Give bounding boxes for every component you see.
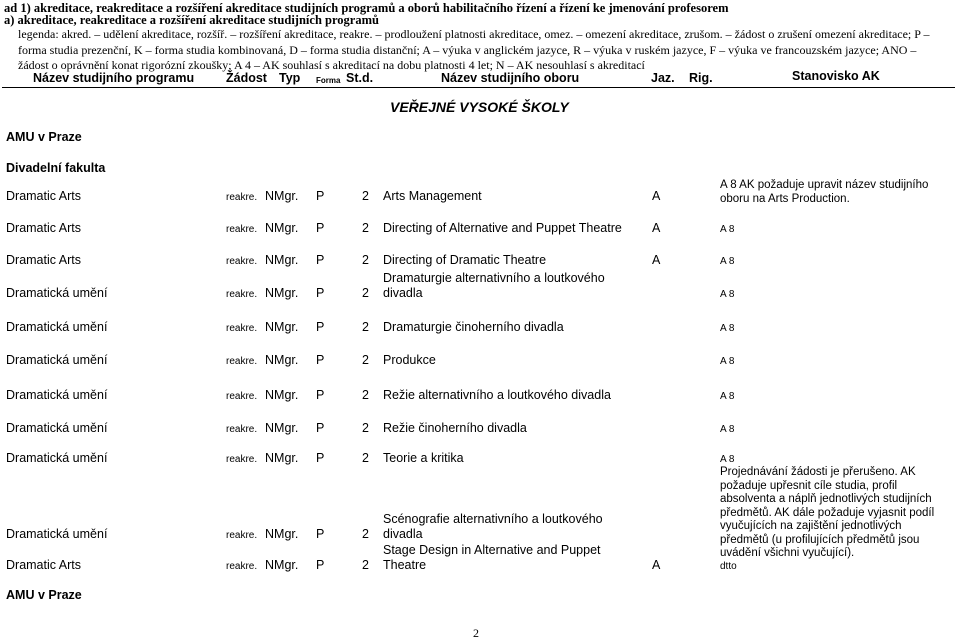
row-obor: Scénografie alternativního a loutkového <box>383 512 603 526</box>
row-forma: P <box>316 221 325 235</box>
row-obor: divadla <box>383 286 423 300</box>
row-jaz: A <box>652 221 661 235</box>
row-forma: P <box>316 558 325 572</box>
header-line-1: ad 1) akreditace, reakreditace a rozšíření akreditace studijních programů a oborů habilitačního řízení a řízení ke jmenování profesorem <box>4 1 729 15</box>
column-header-forma: Forma <box>316 76 341 85</box>
row-jaz: A <box>652 558 661 572</box>
row-typ: NMgr. <box>265 320 299 334</box>
row-obor: Dramaturgie činoherního divadla <box>383 320 564 334</box>
row-forma: P <box>316 451 325 465</box>
row-zadost: reakre. <box>226 530 258 541</box>
row-program: Dramatic Arts <box>6 189 82 203</box>
row-zadost: reakre. <box>226 391 258 402</box>
row-program: Dramatická umění <box>6 451 108 465</box>
row-typ: NMgr. <box>265 421 299 435</box>
row-jaz: A <box>652 253 661 267</box>
row-std: 2 <box>362 451 369 465</box>
row-typ: NMgr. <box>265 353 299 367</box>
row-std: 2 <box>362 221 369 235</box>
row-forma: P <box>316 388 325 402</box>
row-typ: NMgr. <box>265 527 299 541</box>
row-jaz: A <box>652 189 661 203</box>
faculty-heading: Divadelní fakulta <box>6 161 106 175</box>
row-stanovisko: A 8 <box>720 454 735 465</box>
row-typ: NMgr. <box>265 451 299 465</box>
row-typ: NMgr. <box>265 558 299 572</box>
row-program: Dramatic Arts <box>6 253 82 267</box>
row-std: 2 <box>362 286 369 300</box>
row-typ: NMgr. <box>265 253 299 267</box>
row-forma: P <box>316 286 325 300</box>
row-program: Dramatic Arts <box>6 221 82 235</box>
row-zadost: reakre. <box>226 224 258 235</box>
column-header-obor: Název studijního oboru <box>441 71 580 85</box>
row-stanovisko: A 8 <box>720 356 735 367</box>
row-stanovisko: A 8 <box>720 224 735 235</box>
column-header-std: St.d. <box>346 71 374 85</box>
row-std: 2 <box>362 353 369 367</box>
row-typ: NMgr. <box>265 221 299 235</box>
column-header-typ: Typ <box>279 71 301 85</box>
header-rule <box>2 87 955 88</box>
row-stanovisko: A 8 <box>720 391 735 402</box>
column-header-zadost: Žádost <box>226 71 267 85</box>
row-zadost: reakre. <box>226 356 258 367</box>
row-program: Dramatická umění <box>6 353 108 367</box>
row-std: 2 <box>362 320 369 334</box>
page-number: 2 <box>473 626 479 640</box>
column-header-stanovisko: Stanovisko AK <box>792 69 880 83</box>
university-heading: VEŘEJNÉ VYSOKÉ ŠKOLY <box>390 99 569 115</box>
row-zadost: reakre. <box>226 256 258 267</box>
row-note: A 8 AK požaduje upravit název studijního oboru na Arts Production. <box>720 179 929 205</box>
column-header-rig: Rig. <box>689 71 713 85</box>
row-obor: Dramaturgie alternativního a loutkového <box>383 271 605 285</box>
row-zadost: reakre. <box>226 561 258 572</box>
row-stanovisko: dtto <box>720 561 737 572</box>
row-std: 2 <box>362 253 369 267</box>
row-obor: Režie alternativního a loutkového divadla <box>383 388 611 402</box>
row-program: Dramatická umění <box>6 388 108 402</box>
row-obor: Directing of Alternative and Puppet Theatre <box>383 221 622 235</box>
row-zadost: reakre. <box>226 192 258 203</box>
row-stanovisko: A 8 <box>720 256 735 267</box>
row-typ: NMgr. <box>265 189 299 203</box>
row-stanovisko: A 8 <box>720 289 735 300</box>
row-std: 2 <box>362 558 369 572</box>
row-note: Projednávání žádosti je přerušeno. AK požaduje upřesnit cíle studia, profil absolventa a náplň jednotlivých studijních předmětů. AK dále požaduje vyjasnit podíl vyučujících na zajištění jednotlivých předmětů (u profilujících předmětů jsou uvádění všichni vyučující). <box>720 466 935 559</box>
row-stanovisko: A 8 <box>720 323 735 334</box>
row-obor: Directing of Dramatic Theatre <box>383 253 547 267</box>
row-forma: P <box>316 421 325 435</box>
row-obor: Teorie a kritika <box>383 451 464 465</box>
row-forma: P <box>316 320 325 334</box>
row-forma: P <box>316 527 325 541</box>
row-std: 2 <box>362 421 369 435</box>
row-obor: Produkce <box>383 353 436 367</box>
school-heading: AMU v Praze <box>6 130 82 144</box>
row-zadost: reakre. <box>226 289 258 300</box>
column-header-program: Název studijního programu <box>33 71 195 85</box>
row-obor: Theatre <box>383 558 427 572</box>
row-forma: P <box>316 189 325 203</box>
row-obor: divadla <box>383 527 423 541</box>
row-std: 2 <box>362 388 369 402</box>
row-zadost: reakre. <box>226 424 258 435</box>
row-typ: NMgr. <box>265 286 299 300</box>
row-forma: P <box>316 253 325 267</box>
footer-school: AMU v Praze <box>6 588 82 602</box>
row-program: Dramatická umění <box>6 320 108 334</box>
row-std: 2 <box>362 527 369 541</box>
header-line-2: a) akreditace, reakreditace a rozšíření akreditace studijních programů <box>4 13 379 27</box>
row-program: Dramatická umění <box>6 527 108 541</box>
row-obor: Režie činoherního divadla <box>383 421 527 435</box>
row-program: Dramatická umění <box>6 421 108 435</box>
row-program: Dramatic Arts <box>6 558 82 572</box>
legend: legenda: akred. – udělení akreditace, rozšíř. – rozšíření akreditace, reakre. – prodloužení platnosti akreditace, omez. – omezení akreditace, zrušom. – žádost o zrušení omezení akreditace; P – forma studia prezenční, K – forma studia kombinovaná, D – forma studia distanční; A – výuka v anglickém jazyce, R – výuka v ruském jazyce, F – výuka ve francouzském jazyce; ANO – žádost o oprávnění konat rigorózní zkoušky; A 4 – AK souhlasí s akreditací na dobu platnosti 4 let; N – AK nesouhlasí s akreditací <box>18 27 930 72</box>
row-forma: P <box>316 353 325 367</box>
column-header-jaz: Jaz. <box>651 71 675 85</box>
row-zadost: reakre. <box>226 454 258 465</box>
row-program: Dramatická umění <box>6 286 108 300</box>
row-zadost: reakre. <box>226 323 258 334</box>
row-std: 2 <box>362 189 369 203</box>
row-obor: Arts Management <box>383 189 482 203</box>
row-stanovisko: A 8 <box>720 424 735 435</box>
row-typ: NMgr. <box>265 388 299 402</box>
row-obor: Stage Design in Alternative and Puppet <box>383 543 601 557</box>
